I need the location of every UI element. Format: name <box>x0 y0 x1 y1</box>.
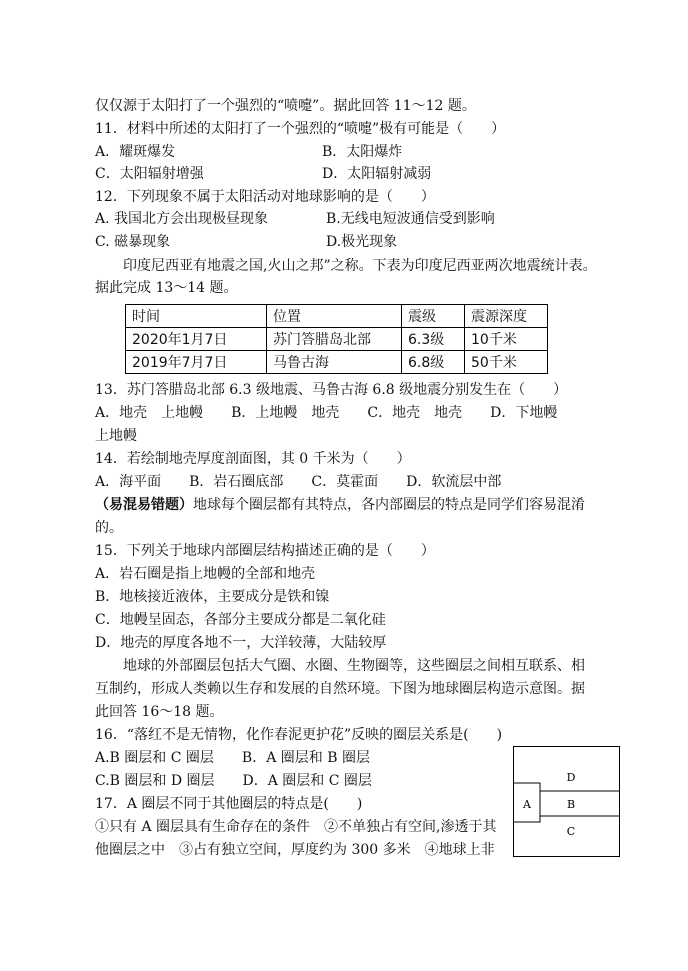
indonesia-passage-2: 据此完成 13～14 题。 <box>95 280 238 296</box>
question-12: 12．下列现象不属于太阳活动对地球影响的是（ ） <box>95 189 435 205</box>
cell-magnitude: 6.3级 <box>402 328 465 351</box>
q17-statements-1: ①只有 A 圈层具有生命存在的条件 ②不单独占有空间,渗透于其 <box>95 819 497 835</box>
q12-option-b: B.无线电短波通信受到影响 <box>326 211 495 227</box>
q13-options: A．地壳 上地幔 B．上地幔 地壳 C．地壳 地壳 D．下地幔 <box>95 405 558 421</box>
table-header-row <box>126 305 548 328</box>
q12-option-a: A. 我国北方会出现极昼现象 <box>95 211 269 227</box>
header-time: 时间 <box>126 305 267 328</box>
label-d: D <box>566 771 576 784</box>
header-magnitude: 震级 <box>402 305 465 328</box>
label-b: B <box>566 798 576 811</box>
indonesia-passage-1: 印度尼西亚有地震之国,火山之邦”之称。下表为印度尼西亚两次地震统计表。 <box>123 258 597 274</box>
q15-option-a: A．岩石圈是指上地幔的全部和地壳 <box>95 566 316 582</box>
mix-intro-cont: 的。 <box>95 520 123 536</box>
question-17: 17．A 圈层不同于其他圈层的特点是( ) <box>95 796 363 812</box>
mix-intro <box>95 494 585 516</box>
q16-options-ab: A.B 圈层和 C 圈层 B．A 圈层和 B 圈层 <box>95 750 370 766</box>
header-depth: 震源深度 <box>465 305 548 328</box>
q11-option-a: A．耀斑爆发 <box>95 144 176 160</box>
header-location: 位置 <box>267 305 402 328</box>
cell-time: 2019年7月7日 <box>126 351 267 374</box>
question-14: 14．若绘制地壳厚度剖面图，其 0 千米为（ ） <box>95 451 411 467</box>
passage-end: 仅仅源于太阳打了一个强烈的“喷嚏”。据此回答 11～12 题。 <box>95 98 476 114</box>
cell-depth: 10千米 <box>465 328 548 351</box>
q15-option-d: D．地壳的厚度各地不一，大洋较薄，大陆较厚 <box>95 635 387 651</box>
q12-option-c: C. 磁暴现象 <box>95 234 171 250</box>
table-row <box>126 328 548 351</box>
sphere-passage-2: 互制约，形成人类赖以生存和发展的自然环境。下图为地球圈层构造示意图。据 <box>95 681 585 697</box>
question-13: 13．苏门答腊岛北部 6.3 级地震、马鲁古海 6.8 级地震分别发生在（ ） <box>95 382 568 398</box>
label-c: C <box>566 825 576 838</box>
question-16: 16．“落红不是无情物，化作春泥更护花”反映的圈层关系是( ) <box>95 727 503 743</box>
table-row <box>126 351 548 374</box>
cell-magnitude: 6.8级 <box>402 351 465 374</box>
mix-text: 地球每个圈层都有其特点，各内部圈层的特点是同学们容易混淆 <box>193 497 585 513</box>
q13-options-cont: 上地幔 <box>95 428 137 444</box>
earthquake-table <box>125 304 548 374</box>
q11-option-c: C．太阳辐射增强 <box>95 166 204 182</box>
cell-location: 苏门答腊岛北部 <box>267 328 402 351</box>
label-a: A <box>523 798 531 811</box>
mix-tag: （易混易错题） <box>95 497 193 513</box>
cell-location: 马鲁古海 <box>267 351 402 374</box>
q17-statements-2: 他圈层之中 ③占有独立空间，厚度约为 300 多米 ④地球上非 <box>95 842 495 858</box>
q16-options-cd: C.B 圈层和 D 圈层 D．A 圈层和 C 圈层 <box>95 773 372 789</box>
sphere-passage-3: 此回答 16～18 题。 <box>95 704 224 720</box>
question-15: 15．下列关于地球内部圈层结构描述正确的是（ ） <box>95 543 435 559</box>
cell-time: 2020年1月7日 <box>126 328 267 351</box>
sphere-passage-1: 地球的外部圈层包括大气圈、水圈、生物圈等，这些圈层之间相互联系、相 <box>123 658 585 674</box>
q12-option-d: D.极光现象 <box>326 234 398 250</box>
q14-options: A．海平面 B．岩石圈底部 C．莫霍面 D．软流层中部 <box>95 474 502 490</box>
question-11: 11．材料中所述的太阳打了一个强烈的“喷嚏”极有可能是（ ） <box>95 121 506 137</box>
q11-option-b: B．太阳爆炸 <box>322 144 403 160</box>
q15-option-c: C．地幔呈固态，各部分主要成分都是二氧化硅 <box>95 612 386 628</box>
sphere-diagram <box>513 746 620 857</box>
q15-option-b: B．地核接近液体，主要成分是铁和镍 <box>95 589 330 605</box>
q11-option-d: D．太阳辐射减弱 <box>322 166 432 182</box>
cell-depth: 50千米 <box>465 351 548 374</box>
